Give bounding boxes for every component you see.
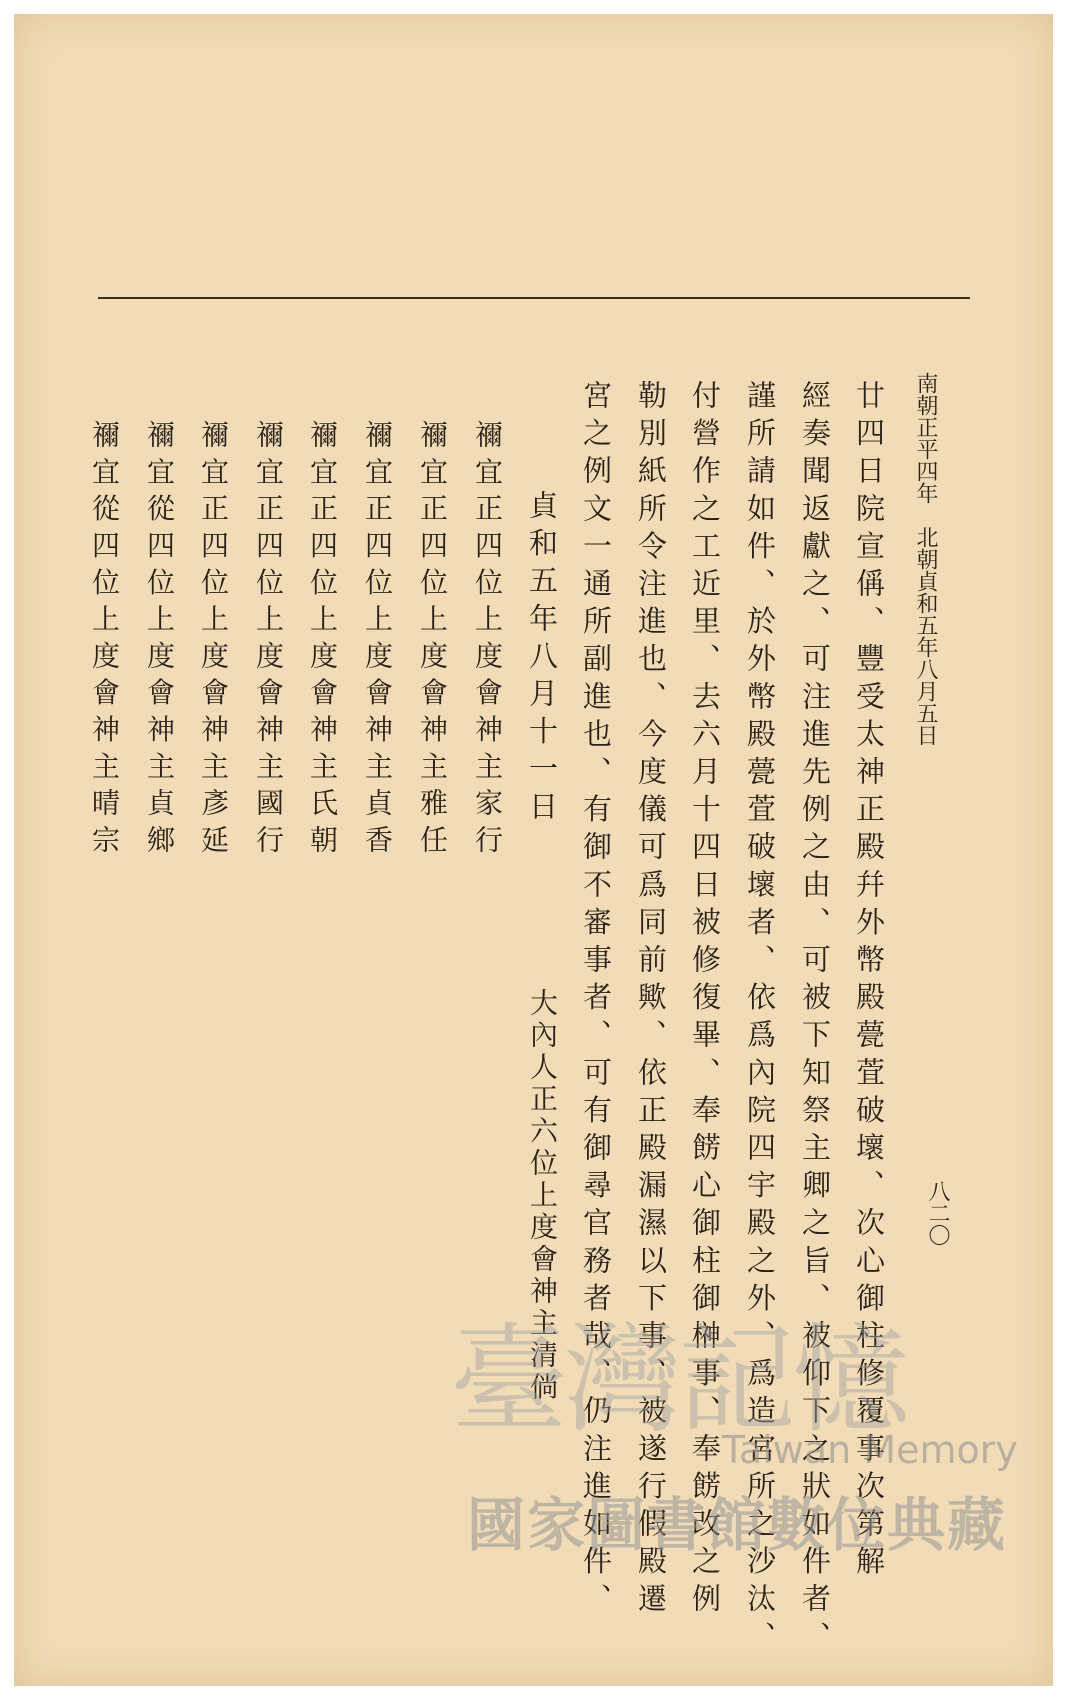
date-line: 貞和五年八月十一日 — [525, 490, 559, 829]
body-column-4: 付營作之工近里、去六月十四日被修復畢、奉餝心御柱御榊事、奉餝改之例 — [688, 380, 722, 1621]
body-column-3: 謹所請如件、於外幣殿甍萓破壞者、依爲內院四宇殿之外、爲造宮所之沙汰、 — [743, 380, 777, 1659]
official-8: 禰宜從四位上度會神主晴宗 — [88, 420, 121, 862]
official-7: 禰宜從四位上度會神主貞鄉 — [143, 420, 176, 862]
body-column-1: 廿四日院宣偁、豐受太神正殿幷外幣殿甍萓破壞、次心御柱修覆事次第解 — [852, 380, 886, 1584]
watermark-institution: 國家圖書館數位典藏 — [467, 1491, 1008, 1559]
body-column-2: 經奏聞返獻之、可注進先例之由、可被下知祭主卿之旨、被仰下之狀如件者、 — [798, 380, 832, 1659]
official-1: 禰宜正四位上度會神主家行 — [471, 420, 504, 862]
watermark-logo: 臺灣記憶 — [450, 1311, 907, 1449]
official-2: 禰宜正四位上度會神主雅任 — [416, 420, 449, 862]
running-title: 南朝正平四年 北朝貞和五年八月五日 — [913, 372, 938, 746]
official-3: 禰宜正四位上度會神主貞香 — [361, 420, 394, 862]
body-column-5: 勒別紙所令注進也、今度儀可爲同前歟、依正殿漏濕以下事、被遂行假殿遷 — [634, 380, 668, 1621]
official-6: 禰宜正四位上度會神主彥延 — [197, 420, 230, 862]
official-4: 禰宜正四位上度會神主氏朝 — [306, 420, 339, 862]
body-column-6: 宮之例文一通所副進也、有御不審事者、可有御尋官務者哉、仍注進如件、 — [579, 380, 613, 1621]
header-rule — [98, 297, 970, 299]
official-5: 禰宜正四位上度會神主國行 — [252, 420, 285, 862]
signatory: 大內人正六位上度會神主清倘 — [526, 988, 559, 1404]
page-number: 八二〇 — [925, 1180, 950, 1246]
watermark-english: Taiwan Memory — [722, 1428, 1018, 1472]
